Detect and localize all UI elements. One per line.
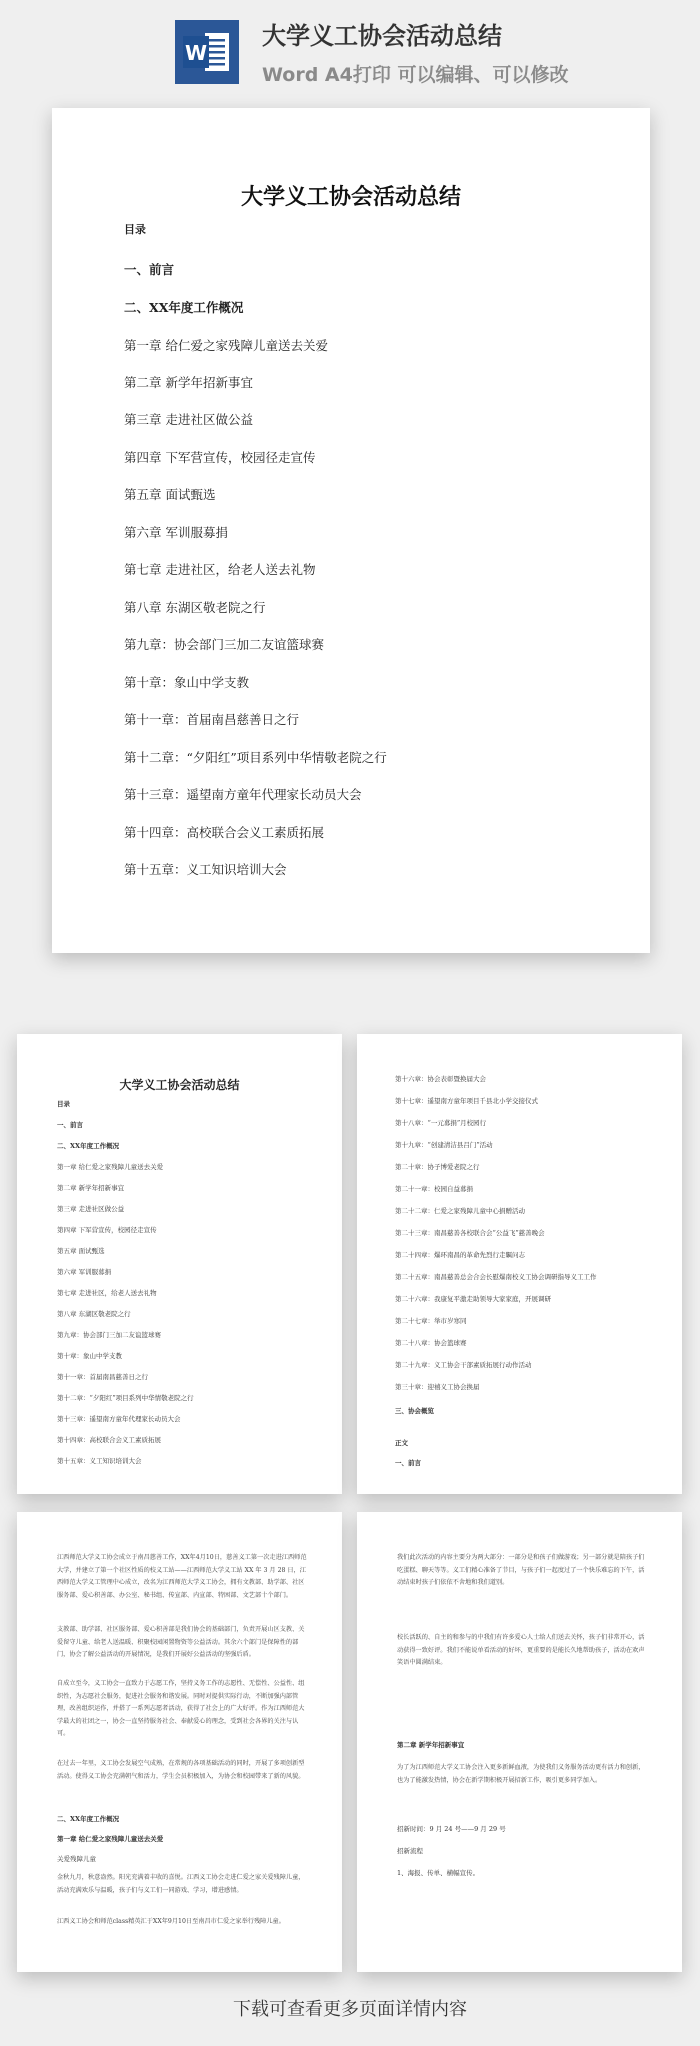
word-icon xyxy=(175,20,239,84)
thumb-toc-line: 第十一章：首届南昌慈善日之行 xyxy=(57,1373,148,1381)
thumb-toc-line: 第六章 军训服募捐 xyxy=(57,1268,112,1276)
thumb-paragraph: 自成立至今，义工协会一直致力于志愿工作，坚持义务工作的志愿性、无偿性、公益性、组织性，为志愿社会服务，促进社会服务和谐发展。同时对提供实际行动，不断加强内部管理，改善组织运作，并搭了一系列志愿者活动，获得了社会上的广大好评。作为江西师范大学最大的社团之一，协会一直坚持服务社会、奉献爱心的理念，受到社会各界的关注与认可。 xyxy=(57,1680,305,1738)
thumb-chapter-heading: 第二章 新学年招新事宜 xyxy=(397,1741,465,1749)
thumb-flow-label: 招新流程 xyxy=(397,1847,423,1855)
thumb-paragraph: 金秋九月，秋意盎然。阳光充满着丰收的喜悦。江西义工协会走进仁爱之家关爱残障儿童，活动充满欢乐与温暖，孩子们与义工们一同游戏、学习，增进感情。 xyxy=(57,1874,305,1894)
thumb-toc-line: 第二十六章：我康复平激走助领导大家家庭，开展调研 xyxy=(395,1295,551,1303)
toc-line: 第十二章：“夕阳红”项目系列中华情敬老院之行 xyxy=(124,750,387,765)
thumb-paragraph: 在过去一年里，义工协会发展空气成熟，在常规的各项基础活动的同时，开展了多项创新型活动。使得义工协会充满朝气和活力，学生会员积极加入，为协会和校园带来了新的风貌。 xyxy=(57,1760,305,1780)
thumb-toc-line: 第五章 面试甄选 xyxy=(57,1247,105,1255)
thumb-paragraph: 支教部、助学部、社区服务部、爱心积善部是我们协会的基础部门，负责开展山区支教、关爱留守儿童、给老人送温暖、积聚校园闲置物资等公益活动。其余六个部门是保障性的部门，协会了解公益活动的开展情况，是我们开展好公益活动的坚强后盾。 xyxy=(57,1626,305,1659)
thumb-toc-line: 一、前言 xyxy=(57,1121,83,1129)
thumb-paragraph: 我们此次活动的内容主要分为两大部分：一部分是和孩子们做游戏；另一部分就是陪孩子们吃蛋糕、聊天等等。义工们精心准备了节目，与孩子们一起度过了一个快乐难忘的下午，活动结束时孩子们依依不舍地和我们道别。 xyxy=(397,1554,645,1587)
thumb-toc-line: 第二章 新学年招新事宜 xyxy=(57,1184,125,1192)
toc-line: 第五章 面试甄选 xyxy=(124,487,216,502)
thumb-toc-line: 第九章：协会部门三加二友谊篮球赛 xyxy=(57,1331,161,1339)
thumb-toc-line: 第八章 东湖区敬老院之行 xyxy=(57,1310,131,1318)
thumb-toc-line: 第二十五章：南昌慈善总会合会长慰爆南校义工协会调研指导义工工作 xyxy=(395,1273,597,1281)
thumb-subheading: 关爱残障儿童 xyxy=(57,1855,96,1863)
thumb-toc-line: 第二十四章：爆环南昌的革命先烈行走瞩问志 xyxy=(395,1251,525,1259)
thumb-section-heading: 二、XX年度工作概况 xyxy=(57,1815,120,1823)
thumb-paragraph: 江西义工协会和师范class精英汇于XX年9月10日至南昌市仁爱之家举行残障儿童。 xyxy=(57,1918,285,1925)
header-subtitle: Word A4打印 可以编辑、可以修改 xyxy=(262,64,569,86)
thumb-toc-line: 第十章：象山中学支教 xyxy=(57,1352,122,1360)
thumb-toc-line: 第七章 走进社区，给老人送去礼物 xyxy=(57,1289,157,1297)
toc-line: 第八章 东湖区敬老院之行 xyxy=(124,600,266,615)
thumb-paragraph: 江西师范大学义工协会成立于南昌慈善工作，XX年4月10日，慈善义工第一次走进江西师范大学，并建立了第一个社区性质的校义工站——江西师范大学义工站 XX 年 3 月 28 日，江西师范大学义工管理中心成立，改名为江西师范大学义工协会，拥有文教部、助学部、社区服务部、爱心积善部、办公室、秘书组、传宣部、内宣部、特困部、文艺部十个部门。 xyxy=(57,1554,307,1599)
toc-line: 第三章 走进社区做公益 xyxy=(124,412,253,427)
svg-text:W: W xyxy=(184,41,208,65)
thumb-toc-line: 第十九章：“创建清洁县吕门”活动 xyxy=(395,1141,493,1149)
thumb-paragraph: 校长活跃的、自主的和参与的中我们有许多爱心人士给人们送去关怀，孩子们非常开心，活动获得一致好评。我们不能说单看活动的好坏，更重要的是能长久地帮助孩子，活动在欢声笑语中圆满结束。 xyxy=(397,1634,645,1667)
thumb-section-heading: 三、协会概览 xyxy=(395,1407,434,1415)
thumb-toc-line: 第十六章：协会表彰暨换届大会 xyxy=(395,1075,486,1083)
thumb-toc-label: 目录 xyxy=(57,1100,70,1108)
thumb-toc-line: 二、XX年度工作概况 xyxy=(57,1142,120,1150)
header xyxy=(0,0,700,100)
thumb-toc-line: 第二十七章：举市岁寒同 xyxy=(395,1317,467,1325)
toc-line: 第七章 走进社区，给老人送去礼物 xyxy=(124,562,316,577)
toc-line: 第一章 给仁爱之家残障儿童送去关爱 xyxy=(124,338,328,353)
thumb-toc-line: 第二十八章：协会篮球赛 xyxy=(395,1339,467,1347)
toc-line: 二、XX年度工作概况 xyxy=(124,300,244,315)
toc-line: 一、前言 xyxy=(124,262,175,277)
main-page-preview xyxy=(52,108,650,953)
thumb-toc-line: 第四章 下军营宣传，校园径走宣传 xyxy=(57,1226,157,1234)
thumb-toc-line: 第二十三章：南昌慈善各校联合会“公益飞”慈善晚会 xyxy=(395,1229,545,1237)
thumb-title: 大学义工协会活动总结 xyxy=(119,1078,240,1092)
toc-line: 第十四章：高校联合会义工素质拓展 xyxy=(124,825,325,840)
toc-line: 第十一章：首届南昌慈善日之行 xyxy=(124,712,300,727)
download-more-link[interactable]: 下载可查看更多页面详情内容 xyxy=(233,1999,467,2020)
thumb-section-heading: 正文 xyxy=(395,1439,408,1447)
toc-line: 第六章 军训服募捐 xyxy=(124,525,228,540)
thumb-toc-line: 第十七章：遥望南方童年项目千县北小学交接仪式 xyxy=(395,1097,538,1105)
toc-line: 第二章 新学年招新事宜 xyxy=(124,375,253,390)
toc-label: 目录 xyxy=(124,223,146,236)
thumb-toc-line: 第一章 给仁爱之家残障儿童送去关爱 xyxy=(57,1163,164,1171)
page-thumbnail-4 xyxy=(357,1512,682,1972)
toc-line: 第九章：协会部门三加二友谊篮球赛 xyxy=(124,637,325,652)
page-thumbnail-3 xyxy=(17,1512,342,1972)
thumb-step-line: 1、海报、传单、横幅宣传。 xyxy=(397,1869,480,1877)
toc-line: 第十三章：遥望南方童年代理家长动员大会 xyxy=(124,787,362,802)
page-thumbnail-1 xyxy=(17,1034,342,1494)
thumb-date-line: 招新时间：9 月 24 号——9 月 29 号 xyxy=(397,1825,506,1833)
page-thumbnail-2 xyxy=(357,1034,682,1494)
thumb-toc-line: 第三十章：迎禧义工协会换届 xyxy=(395,1383,480,1391)
thumb-chapter-heading: 第一章 给仁爱之家残障儿童送去关爱 xyxy=(57,1835,164,1843)
thumb-toc-line: 第二十二章：仁爱之家残障儿童中心捐赠活动 xyxy=(395,1207,525,1215)
thumb-paragraph: 为了为江西师范大学义工协会注入更多新鲜血液，为使我们义务服务活动更有活力和创新，也为了能激发热情，协会在新学期积极开展招新工作，吸引更多同学加入。 xyxy=(397,1764,645,1784)
thumb-toc-line: 第十五章：义工知识培训大会 xyxy=(57,1457,142,1465)
thumb-section-heading: 一、前言 xyxy=(395,1459,421,1467)
toc-line: 第四章 下军营宣传，校园径走宣传 xyxy=(124,450,316,465)
thumb-toc-line: 第二十一章：校园自益募捐 xyxy=(395,1185,473,1193)
thumb-toc-line: 第二十章：协子博爱老院之行 xyxy=(395,1163,480,1171)
document-title: 大学义工协会活动总结 xyxy=(240,184,461,210)
toc-line: 第十章：象山中学支教 xyxy=(124,675,250,690)
header-title: 大学义工协会活动总结 xyxy=(262,22,502,50)
thumb-toc-line: 第十八章：“一元募捐”月校园行 xyxy=(395,1119,487,1127)
toc-line: 第十五章：义工知识培训大会 xyxy=(124,862,287,877)
thumb-toc-line: 第三章 走进社区做公益 xyxy=(57,1205,125,1213)
thumb-toc-line: 第十二章：“夕阳红”项目系列中华情敬老院之行 xyxy=(57,1394,194,1402)
thumb-toc-line: 第二十九章：义工协会干部素质拓展行动作活动 xyxy=(395,1361,532,1369)
thumb-toc-line: 第十四章：高校联合会义工素质拓展 xyxy=(57,1436,161,1444)
thumb-toc-line: 第十三章：遥望南方童年代理家长动员大会 xyxy=(57,1415,181,1423)
